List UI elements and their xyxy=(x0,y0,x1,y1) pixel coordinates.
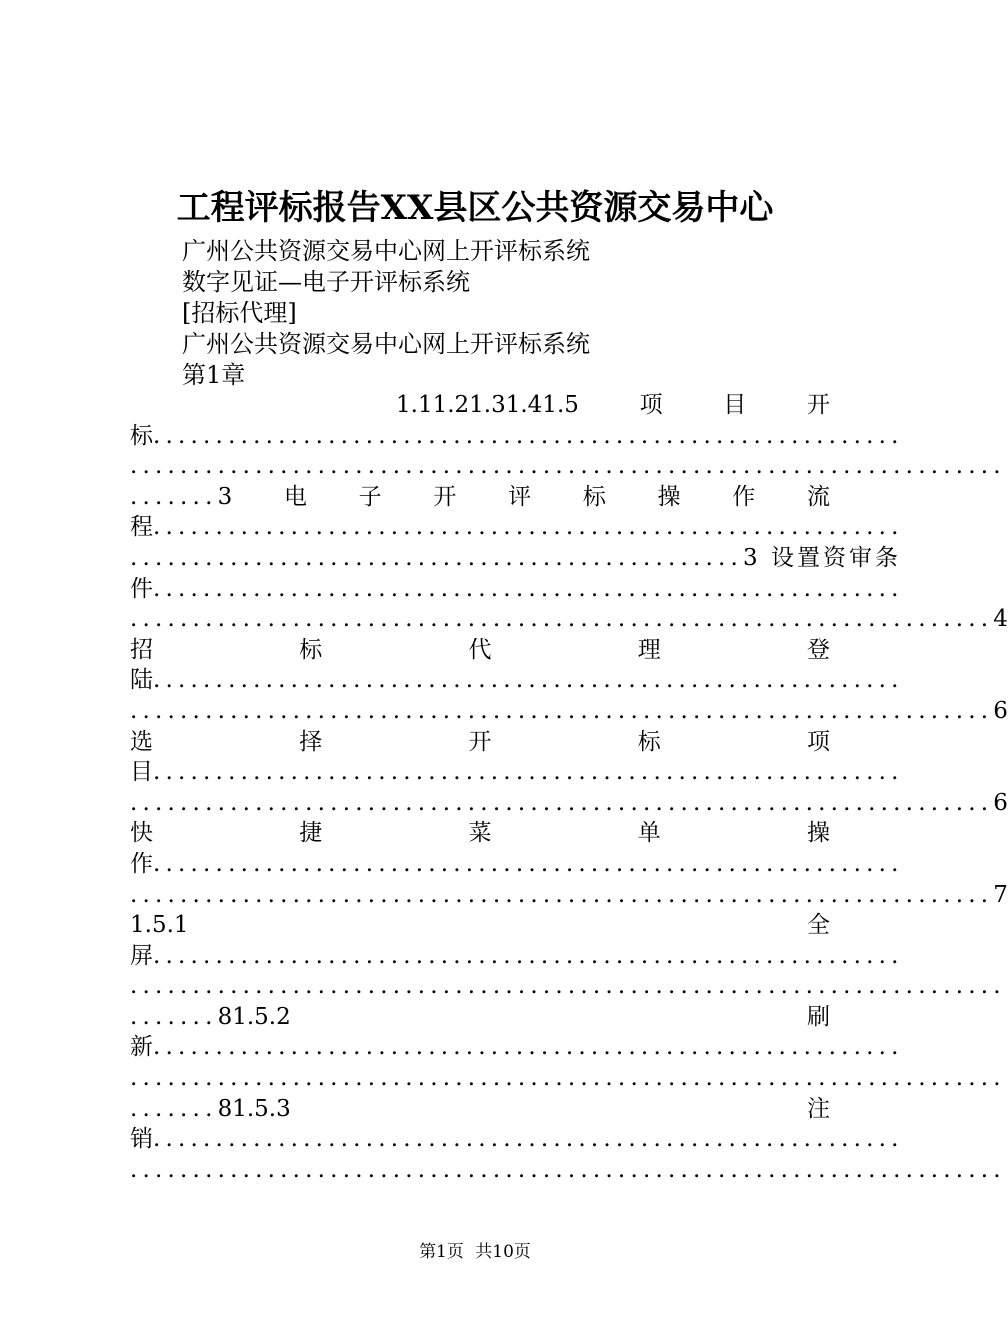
toc-text: 标 xyxy=(299,636,323,663)
toc-line xyxy=(130,635,830,666)
toc-text: 件 xyxy=(130,575,153,602)
toc-page-number: 4 xyxy=(993,606,1008,633)
toc-line xyxy=(130,1155,1006,1186)
leader-dots: ..................................................................... xyxy=(130,697,994,724)
toc-line xyxy=(130,818,830,849)
toc-text: 招 xyxy=(130,636,153,663)
leader-dots: ............................................................ xyxy=(153,1126,904,1153)
toc-text: 目 xyxy=(723,392,747,418)
toc-text: 项 xyxy=(639,392,663,418)
toc-line xyxy=(130,604,1008,635)
leader-dots: ...................................................................... xyxy=(130,453,1006,480)
toc-line xyxy=(130,665,904,696)
toc-section-number: 81.5.3 xyxy=(217,1095,291,1122)
toc-line xyxy=(130,1094,830,1125)
toc-text: 选 xyxy=(130,728,153,755)
toc-text: 捷 xyxy=(299,820,323,847)
toc-text: 操 xyxy=(657,483,681,510)
leader-dots: ............................................................ xyxy=(153,1034,904,1061)
leader-dots: ...................................................................... xyxy=(130,1065,1006,1092)
leader-dots: ...................................................................... xyxy=(130,1156,1006,1183)
toc-text: 电 xyxy=(283,483,307,510)
toc-line xyxy=(130,1063,1006,1094)
toc-line xyxy=(130,696,1008,727)
toc-text: 新 xyxy=(130,1034,153,1061)
toc-line xyxy=(130,757,904,788)
leader-dots: ............................................................ xyxy=(153,422,904,449)
leader-dots: ..................................................................... xyxy=(130,606,994,633)
toc-line xyxy=(130,1032,904,1063)
toc-text: 流 xyxy=(806,483,830,510)
toc-text: 操 xyxy=(807,820,830,847)
toc-line xyxy=(130,543,901,574)
toc-page-number: 6 xyxy=(993,789,1008,816)
leader-dots: ....... xyxy=(130,1003,218,1030)
toc-line xyxy=(130,574,904,605)
toc-text: 开 xyxy=(468,728,492,755)
toc-page-number: 3 xyxy=(217,483,233,510)
intro-line-4: 广州公共资源交易中心网上开评标系统 xyxy=(182,330,590,358)
leader-dots: ............................................................ xyxy=(153,850,904,877)
toc-line xyxy=(130,421,904,452)
toc-text: 登 xyxy=(807,636,830,663)
intro-line-3: [招标代理] xyxy=(182,299,297,327)
toc-line xyxy=(130,512,904,543)
toc-line xyxy=(130,941,904,972)
toc-text: 3 设置资审条 xyxy=(743,544,901,571)
toc-line xyxy=(130,451,1006,482)
table-of-contents xyxy=(130,390,1008,1185)
leader-dots: ............................................................ xyxy=(153,667,904,694)
toc-text: 择 xyxy=(299,728,323,755)
leader-dots: ................................................. xyxy=(130,544,744,571)
toc-line xyxy=(130,727,830,758)
intro-line-2: 数字见证—电子开评标系统 xyxy=(182,268,470,296)
toc-line xyxy=(130,788,1008,819)
toc-text: 单 xyxy=(637,820,661,847)
toc-text: 陆 xyxy=(130,667,153,694)
toc-line xyxy=(130,1124,904,1155)
leader-dots: ............................................................ xyxy=(153,942,904,969)
toc-line xyxy=(130,1002,830,1033)
toc-text: 刷 xyxy=(807,1003,830,1030)
leader-dots: ............................................................ xyxy=(153,575,904,602)
toc-text: 屏 xyxy=(130,942,153,969)
toc-section-number: 81.5.2 xyxy=(217,1003,291,1030)
toc-text: 作 xyxy=(130,850,153,877)
page-number: 第1页 xyxy=(419,1242,464,1262)
toc-text: 开 xyxy=(807,392,830,418)
toc-text: 销 xyxy=(130,1126,153,1153)
leader-dots: ............................................................ xyxy=(153,759,904,786)
toc-text: 项 xyxy=(807,728,830,755)
toc-text: 评 xyxy=(508,483,532,510)
leader-dots: ...................................................................... xyxy=(130,973,1006,1000)
leader-dots: ..................................................................... xyxy=(130,881,994,908)
toc-text: 标 xyxy=(130,422,153,449)
toc-line xyxy=(130,971,1006,1002)
page-footer xyxy=(0,1240,950,1264)
toc-line xyxy=(130,880,1008,911)
toc-text: 程 xyxy=(130,514,153,541)
toc-line xyxy=(130,849,904,880)
toc-line xyxy=(130,390,830,421)
toc-line xyxy=(130,482,830,513)
leader-dots: ....... xyxy=(130,483,218,510)
intro-line-1: 广州公共资源交易中心网上开评标系统 xyxy=(182,237,590,265)
toc-text: 标 xyxy=(582,483,606,510)
toc-text: 开 xyxy=(433,483,457,510)
toc-section-number: 1.5.1 xyxy=(130,912,189,939)
toc-page-number: 6 xyxy=(993,697,1008,724)
leader-dots: ..................................................................... xyxy=(130,789,994,816)
document-title: 工程评标报告XX县区公共资源交易中心 xyxy=(176,188,774,228)
toc-text: 理 xyxy=(637,636,661,663)
toc-text: 代 xyxy=(468,636,492,663)
toc-section-number: 1.11.21.31.41.5 xyxy=(396,392,579,418)
toc-text: 作 xyxy=(732,483,756,510)
toc-line xyxy=(130,910,830,941)
toc-text: 菜 xyxy=(468,820,492,847)
toc-text: 目 xyxy=(130,759,153,786)
toc-text: 快 xyxy=(130,820,153,847)
leader-dots: ....... xyxy=(130,1095,218,1122)
chapter-label: 第1章 xyxy=(182,361,246,389)
leader-dots: ............................................................ xyxy=(153,514,904,541)
toc-text: 标 xyxy=(637,728,661,755)
toc-text: 注 xyxy=(807,1095,830,1122)
page-total: 共10页 xyxy=(475,1242,531,1262)
toc-text: 子 xyxy=(358,483,382,510)
toc-page-number: 7 xyxy=(993,881,1008,908)
toc-text: 全 xyxy=(807,912,830,939)
